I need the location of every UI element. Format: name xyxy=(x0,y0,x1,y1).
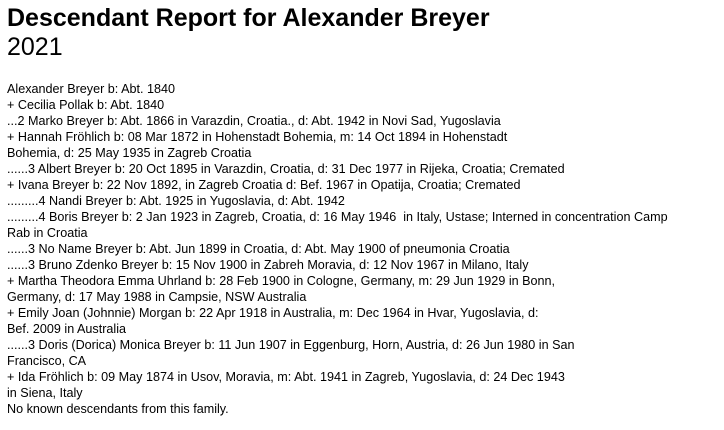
descendant-line: in Siena, Italy xyxy=(7,386,83,400)
descendant-line: ...2 Marko Breyer b: Abt. 1866 in Varazdin, Croatia., d: Abt. 1942 in Novi Sad, Yugoslavia xyxy=(7,114,501,128)
descendant-line: Alexander Breyer b: Abt. 1840 xyxy=(7,82,176,96)
descendant-line: + Ivana Breyer b: 22 Nov 1892, in Zagreb Croatia d: Bef. 1967 in Opatija, Croatia; Cremated xyxy=(7,178,521,192)
descendant-line: Bohemia, d: 25 May 1935 in Zagreb Croatia xyxy=(7,146,252,160)
descendant-line: ......3 Doris (Dorica) Monica Breyer b: 11 Jun 1907 in Eggenburg, Horn, Austria, d: 26 Jun 1980 in San xyxy=(7,338,575,352)
descendant-line: Germany, d: 17 May 1988 in Campsie, NSW Australia xyxy=(7,290,307,304)
descendant-line: + Hannah Fröhlich b: 08 Mar 1872 in Hohenstadt Bohemia, m: 14 Oct 1894 in Hohenstadt xyxy=(7,130,508,144)
descendant-line: .........4 Nandi Breyer b: Abt. 1925 in Yugoslavia, d: Abt. 1942 xyxy=(7,194,345,208)
descendant-line: + Emily Joan (Johnnie) Morgan b: 22 Apr 1918 in Australia, m: Dec 1964 in Hvar, Yugoslavia, d: xyxy=(7,306,539,320)
descendant-line: Francisco, CA xyxy=(7,354,87,368)
descendant-line: ......3 No Name Breyer b: Abt. Jun 1899 in Croatia, d: Abt. May 1900 of pneumonia Croatia xyxy=(7,242,510,256)
descendant-line: + Martha Theodora Emma Uhrland b: 28 Feb 1900 in Cologne, Germany, m: 29 Jun 1929 in Bonn, xyxy=(7,274,556,288)
descendant-line: .........4 Boris Breyer b: 2 Jan 1923 in Zagreb, Croatia, d: 16 May 1946 in Italy, Ustase; Interned in concentration Camp xyxy=(7,210,668,224)
descendant-line: ......3 Bruno Zdenko Breyer b: 15 Nov 1900 in Zabreh Moravia, d: 12 Nov 1967 in Milano, Italy xyxy=(7,258,529,272)
report-note: No known descendants from this family. xyxy=(7,402,229,416)
descendant-line: ......3 Albert Breyer b: 20 Oct 1895 in Varazdin, Croatia, d: 31 Dec 1977 in Rijeka, Croatia; Cremated xyxy=(7,162,565,176)
descendant-line: + Cecilia Pollak b: Abt. 1840 xyxy=(7,98,165,112)
descendant-line: Bef. 2009 in Australia xyxy=(7,322,127,336)
report-title: Descendant Report for Alexander Breyer xyxy=(7,4,490,32)
descendant-line: Rab in Croatia xyxy=(7,226,88,240)
report-year: 2021 xyxy=(7,33,63,61)
descendant-line: + Ida Fröhlich b: 09 May 1874 in Usov, Moravia, m: Abt. 1941 in Zagreb, Yugoslavia, d: 24 Dec 1943 xyxy=(7,370,565,384)
descendant-list xyxy=(7,81,668,401)
